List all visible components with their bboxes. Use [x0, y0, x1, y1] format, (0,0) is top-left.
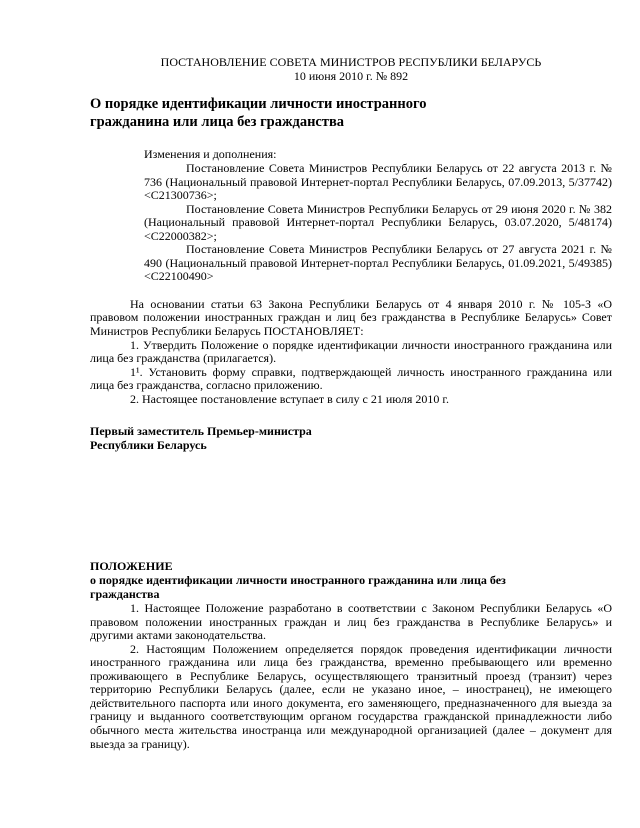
amendments-label: Изменения и дополнения: [144, 147, 277, 162]
body-paragraph: 2. Настоящее постановление вступает в силу с 21 июля 2010 г. [130, 391, 449, 406]
regulation-section [90, 559, 612, 751]
regulation-paragraph: 2. Настоящим Положением определяется порядок проведения идентификации личности иностранного гражданина или лица без гражданства, временно пребывающего или временно проживающего в Республике Беларусь, осуществляющего транзитный проезд (транзит) через территорию Республики Беларусь (далее, если не указано иное, – иностранец), не имеющего действительного паспорта или иного документа, его заменяющего, предназначенного для выезда за границу и выданного соответствующим органом государства гражданской принадлежности либо обычного места жительства иностранца или международной организацией (далее – документ для выезда за границу). [90, 641, 612, 751]
amendment-item: Постановление Совета Министров Республики Беларусь от 27 августа 2021 г. № 490 (Национальный правовой Интернет-портал Республики Беларусь, 01.09.2021, 5/49385) <C22100490> [144, 242, 612, 284]
resolution-body [90, 298, 612, 406]
document-header [90, 56, 612, 83]
regulation-title [90, 559, 612, 601]
signature-block [90, 424, 612, 452]
amendments-block [144, 148, 612, 283]
regulation-title-subject: о порядке идентификации личности иностранного гражданина или лица без гражданства [90, 572, 506, 601]
body-paragraph: 1. Утвердить Положение о порядке идентификации личности иностранного гражданина или лица без гражданства (прилагается). [90, 337, 612, 366]
regulation-title-word: ПОЛОЖЕНИЕ [90, 558, 173, 573]
signature-line: Первый заместитель Премьер-министра [90, 424, 312, 439]
amendment-item: Постановление Совета Министров Республики Беларусь от 22 августа 2013 г. № 736 (Национальный правовой Интернет-портал Республики Беларусь, 07.09.2013, 5/37742) <C21300736>; [144, 161, 612, 203]
body-paragraph: 1¹. Установить форму справки, подтверждающей личность иностранного гражданина или лица без гражданства, согласно приложению. [90, 364, 612, 393]
header-date-number-line: 10 июня 2010 г. № 892 [293, 68, 409, 83]
amendment-item: Постановление Совета Министров Республики Беларусь от 29 июня 2020 г. № 382 (Национальный правовой Интернет-портал Республики Беларусь, 03.07.2020, 5/48174) <C22000382>; [144, 201, 612, 243]
regulation-body [90, 602, 612, 751]
regulation-paragraph: 1. Настоящее Положение разработано в соответствии с Законом Республики Беларусь «О правовом положении иностранных граждан и лиц без гражданства в Республике Беларусь» и другими актами законодательства. [90, 601, 612, 643]
signature-line: Республики Беларусь [90, 438, 207, 453]
document-title: О порядке идентификации личности иностранного гражданина или лица без гражданства [90, 96, 427, 130]
body-paragraph: На основании статьи 63 Закона Республики Беларусь от 4 января 2010 г. № 105-З «О правовом положении иностранных граждан и лиц без гражданства в Республике Беларусь» Совет Министров Республики Беларусь ПОСТАНОВЛЯЕТ: [90, 296, 612, 339]
header-title-line: ПОСТАНОВЛЕНИЕ СОВЕТА МИНИСТРОВ РЕСПУБЛИКИ БЕЛАРУСЬ [160, 55, 542, 69]
